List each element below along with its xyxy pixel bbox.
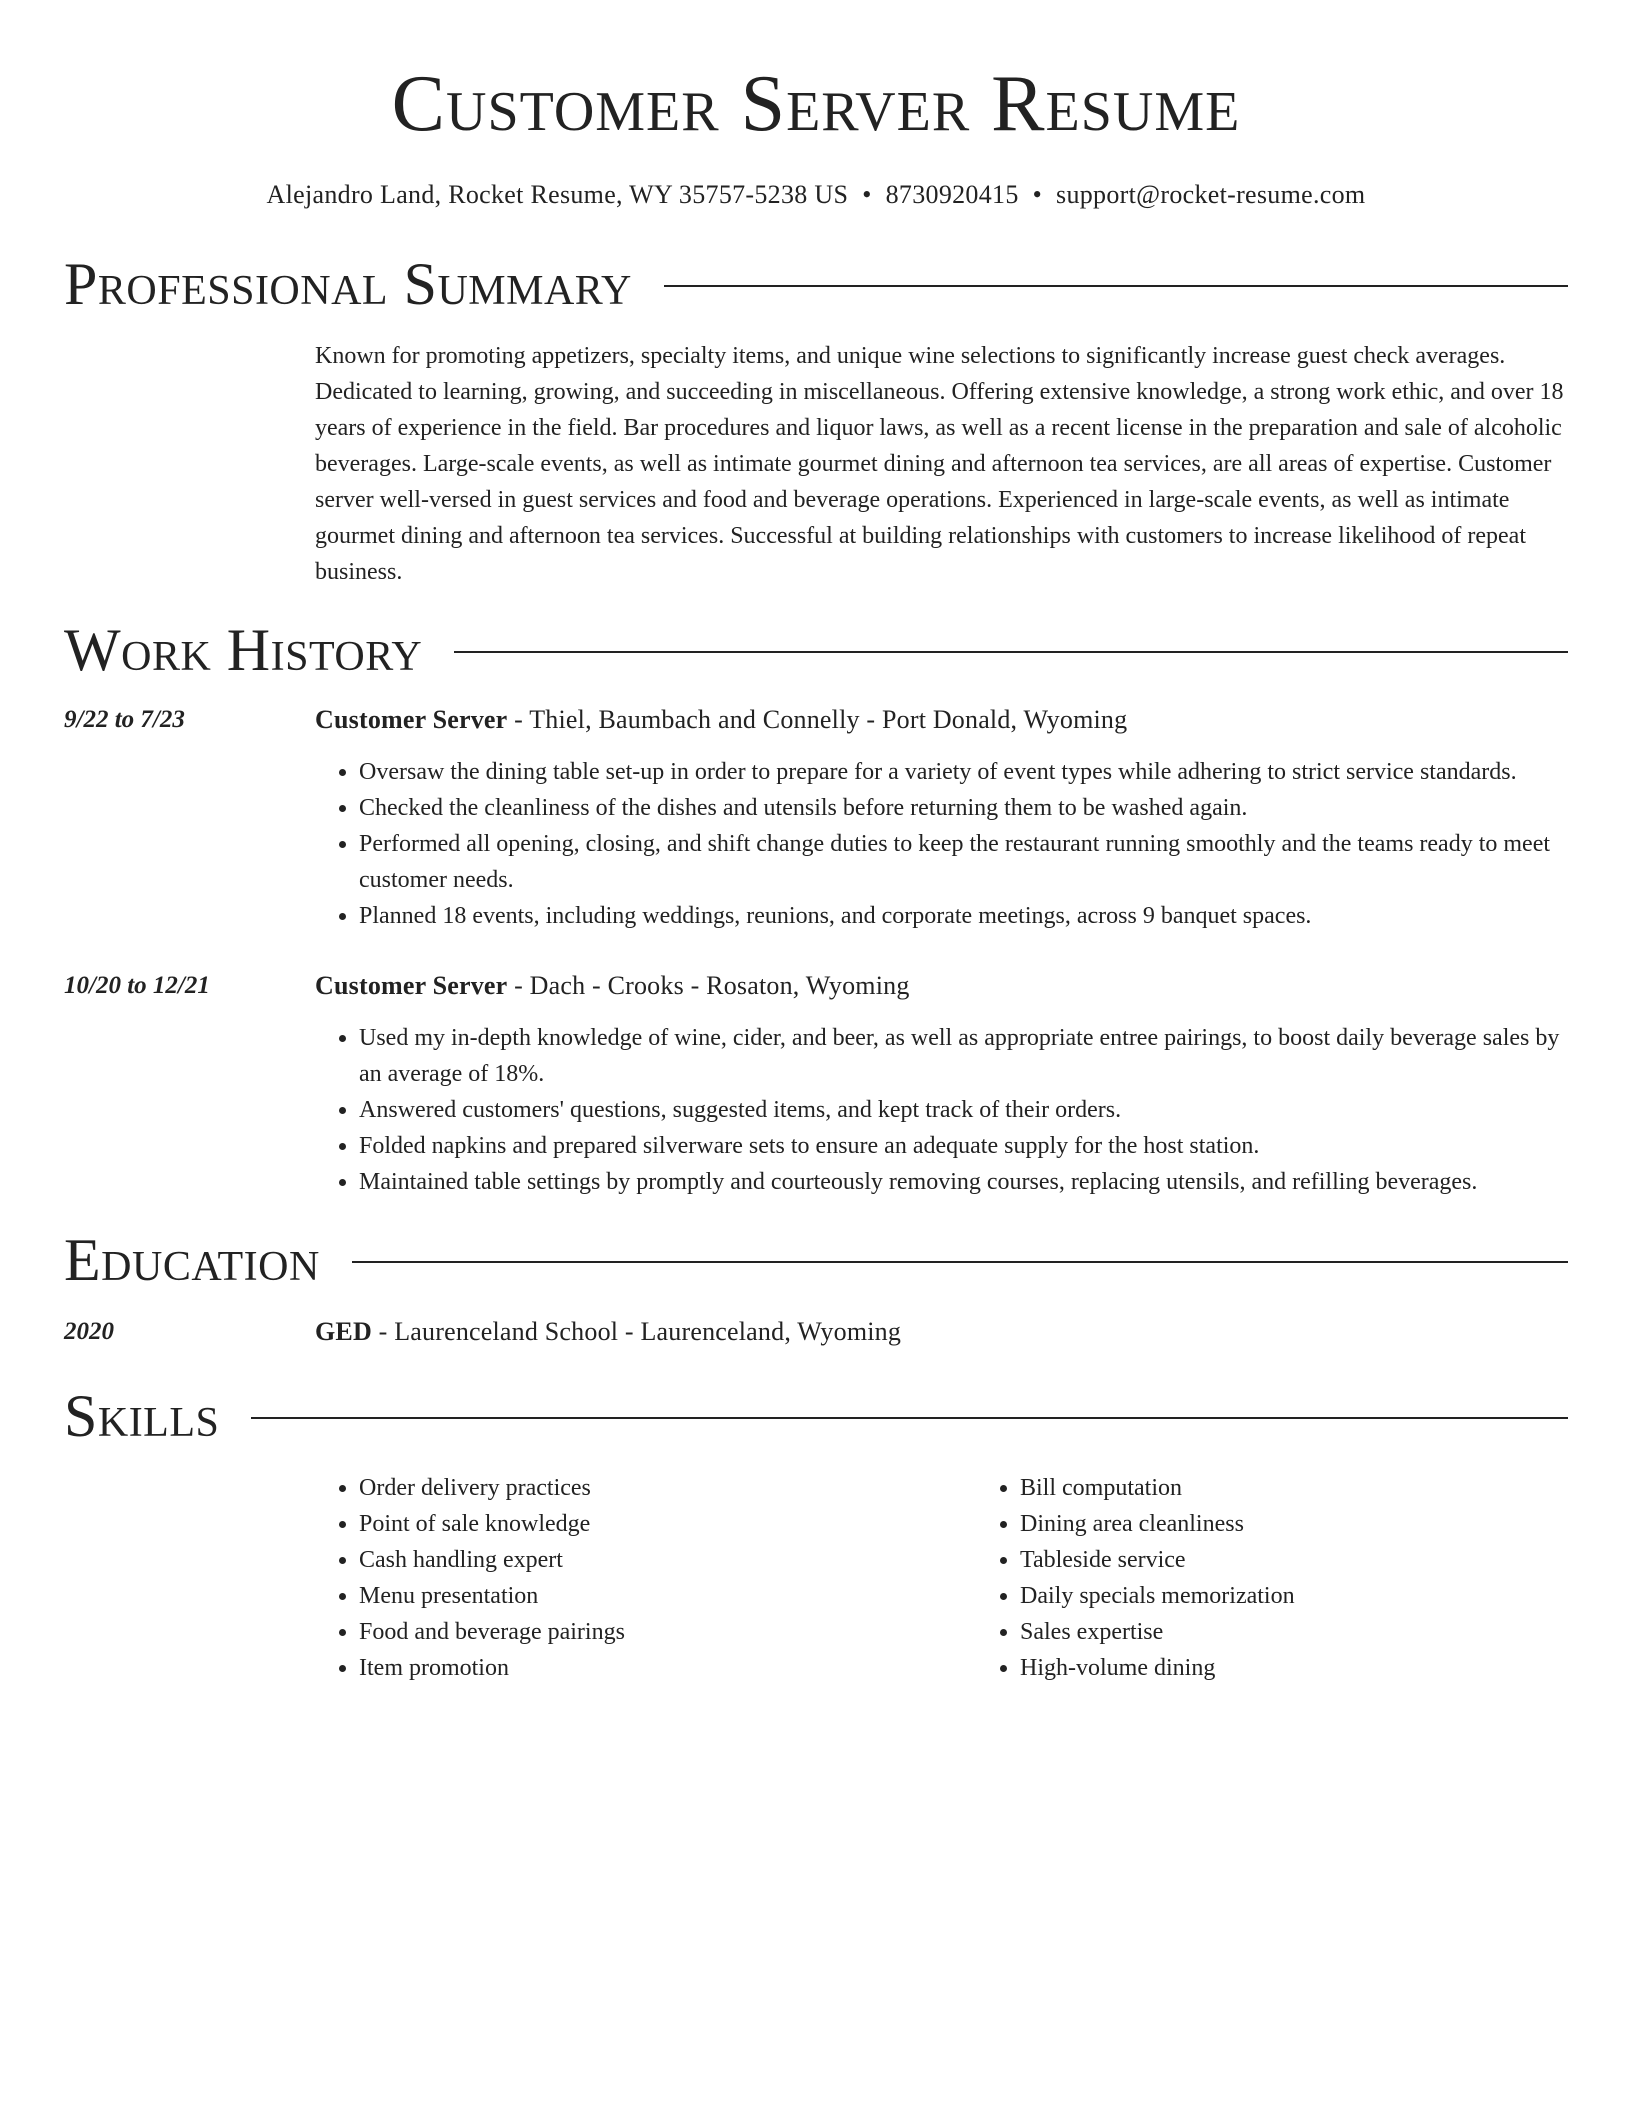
education-entry (64, 1314, 1568, 1350)
job-bullet: • Maintained table settings by promptly and courteously removing courses, replacing utensils, and refilling beverages. (359, 1164, 1568, 1200)
education-heading (315, 1314, 1568, 1350)
section-heading-education: Education (64, 1227, 320, 1293)
job-bullets (315, 1020, 1568, 1200)
job-bullet: • Folded napkins and prepared silverware sets to ensure an adequate supply for the host station. (359, 1128, 1568, 1164)
education-school-location: - Laurenceland School - Laurenceland, Wyoming (371, 1317, 902, 1346)
section-heading-summary: Professional Summary (64, 251, 632, 317)
job-bullet: • Planned 18 events, including weddings, reunions, and corporate meetings, across 9 banquet spaces. (359, 898, 1568, 934)
skill-item: • Dining area cleanliness (1020, 1506, 1632, 1542)
job-bullet: • Used my in-depth knowledge of wine, cider, and beer, as well as appropriate entree pairings, to boost daily beverage sales by an average of 18%. (359, 1020, 1568, 1092)
skills-row (64, 1446, 1568, 1686)
section-heading-skills: Skills (64, 1383, 220, 1449)
job-employer-location: - Dach - Crooks - Rosaton, Wyoming (507, 971, 910, 1000)
job-bullets (315, 754, 1568, 934)
skill-item: • Point of sale knowledge (359, 1506, 976, 1542)
skill-item: • Daily specials memorization (1020, 1578, 1632, 1614)
job-bullet: • Oversaw the dining table set-up in order to prepare for a variety of event types while adhering to strict service standards. (359, 754, 1568, 790)
job-title: Customer Server (315, 971, 508, 1000)
skill-item: • High-volume dining (1020, 1650, 1632, 1686)
skills-list-right (976, 1470, 1632, 1686)
skill-item: • Cash handling expert (359, 1542, 976, 1578)
job-bullet: • Performed all opening, closing, and shift change duties to keep the restaurant running smoothly and the teams ready to meet customer needs. (359, 826, 1568, 898)
job-bullet: • Answered customers' questions, suggested items, and kept track of their orders. (359, 1092, 1568, 1128)
resume-title: Customer Server Resume (391, 60, 1241, 148)
section-divider (454, 651, 1568, 653)
education-degree: GED (315, 1317, 372, 1346)
skill-item: • Sales expertise (1020, 1614, 1632, 1650)
contact-address: Alejandro Land, Rocket Resume, WY 35757-5238 US (266, 180, 849, 209)
section-heading-work: Work History (64, 617, 423, 683)
summary-text: Known for promoting appetizers, specialty items, and unique wine selections to significantly increase guest check averages. Dedicated to learning, growing, and succeeding in miscellaneous. Offering extensive knowledge, a strong work ethic, and over 18 years of experience in the field. Bar procedures and liquor laws, as well as a recent license in the preparation and sale of alcoholic beverages. Large-scale events, as well as intimate gourmet dining and afternoon tea services, are all areas of expertise. Customer server well-versed in guest services and food and beverage operations. Experienced in large-scale events, as well as intimate gourmet dining and afternoon tea services. Successful at building relationships with customers to increase likelihood of repeat business. (315, 343, 1564, 585)
section-divider (664, 285, 1568, 287)
job-title: Customer Server (315, 705, 508, 734)
skill-item: • Item promotion (359, 1650, 976, 1686)
section-divider (352, 1261, 1568, 1263)
education-section-header (64, 1227, 1568, 1293)
job-heading (315, 968, 1568, 1004)
contact-separator: • (1032, 180, 1043, 209)
job-entry (64, 702, 1568, 934)
job-heading (315, 702, 1568, 738)
skill-item: • Food and beverage pairings (359, 1614, 976, 1650)
skill-item: • Menu presentation (359, 1578, 976, 1614)
job-entry (64, 968, 1568, 1200)
job-bullet: • Checked the cleanliness of the dishes and utensils before returning them to be washed again. (359, 790, 1568, 826)
education-year: 2020 (64, 1318, 114, 1345)
contact-separator: • (862, 180, 872, 209)
job-employer-location: - Thiel, Baumbach and Connelly - Port Donald, Wyoming (507, 705, 1128, 734)
summary-row (64, 338, 1568, 590)
skill-item: • Bill computation (1020, 1470, 1632, 1506)
summary-section-header (64, 251, 1568, 317)
job-dates: 9/22 to 7/23 (64, 706, 185, 733)
skills-section-header (64, 1383, 1568, 1449)
skills-list-left (315, 1470, 976, 1686)
job-dates: 10/20 to 12/21 (64, 972, 210, 999)
contact-phone: 8730920415 (885, 180, 1019, 209)
work-section-header (64, 617, 1568, 683)
skill-item: • Tableside service (1020, 1542, 1632, 1578)
section-divider (251, 1417, 1568, 1419)
contact-email: support@rocket-resume.com (1056, 180, 1366, 209)
contact-line (64, 180, 1568, 210)
skill-item: • Order delivery practices (359, 1470, 976, 1506)
